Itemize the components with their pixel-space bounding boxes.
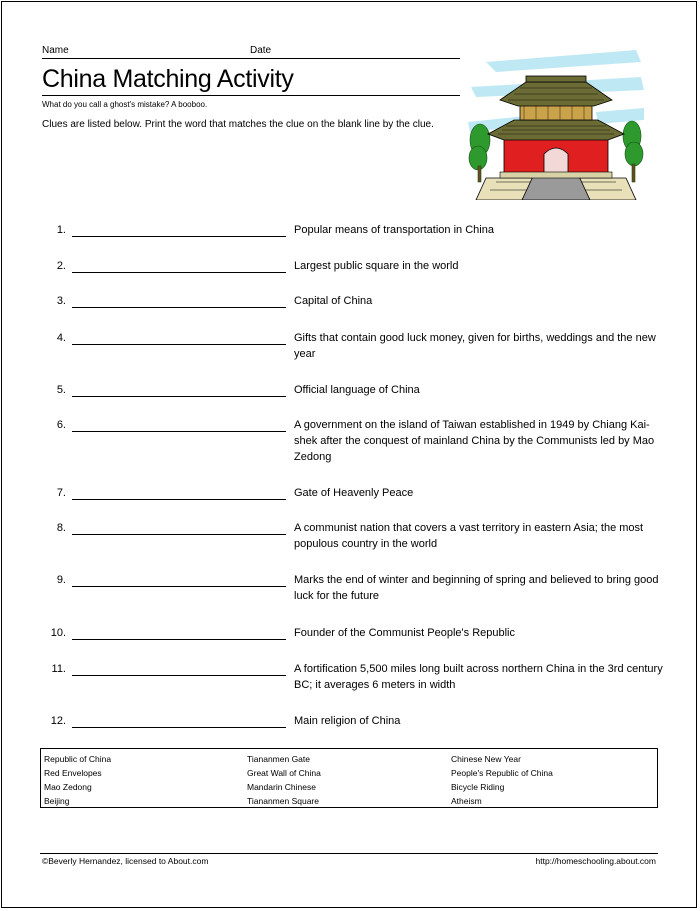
clue-number: 4. [56, 332, 66, 344]
footer-divider [40, 853, 658, 854]
answer-blank[interactable] [72, 272, 286, 273]
word-bank-item: Atheism [451, 796, 482, 806]
answer-blank[interactable] [72, 396, 286, 397]
word-bank-item: Tiananmen Gate [247, 754, 310, 764]
joke-text: What do you call a ghost's mistake? A booboo. [42, 100, 208, 109]
answer-blank[interactable] [72, 727, 286, 728]
answer-blank[interactable] [72, 431, 286, 432]
clue-text: Popular means of transportation in China [294, 224, 494, 236]
answer-blank[interactable] [72, 499, 286, 500]
answer-blank[interactable] [72, 534, 286, 535]
answer-blank[interactable] [72, 307, 286, 308]
pagoda-illustration [466, 42, 646, 200]
date-label: Date [250, 45, 272, 56]
clue-text: Founder of the Communist People's Republic [294, 627, 515, 639]
answer-blank[interactable] [72, 586, 286, 587]
clue-number: 2. [56, 260, 66, 272]
clue-number: 5. [56, 384, 66, 396]
word-bank-item: Chinese New Year [451, 754, 521, 764]
footer-url[interactable]: http://homeschooling.about.com [535, 856, 656, 866]
word-bank-item: Republic of China [44, 754, 112, 764]
clue-number: 10. [50, 627, 66, 639]
clue-number: 6. [56, 419, 66, 431]
clue-number: 8. [56, 522, 66, 534]
word-bank-item: Mandarin Chinese [247, 782, 316, 792]
clue-text: A government on the island of Taiwan established in 1949 by Chiang Kai-shek after the conquest of mainland China by the Communists led by Mao Zedong [294, 419, 655, 463]
clue-number: 9. [56, 574, 66, 586]
clue-number: 12. [50, 715, 66, 727]
word-bank-column [451, 752, 553, 808]
word-bank-column [247, 752, 321, 808]
word-bank-item: Mao Zedong [44, 782, 92, 792]
answer-blank[interactable] [72, 639, 286, 640]
clue-text: Capital of China [294, 295, 373, 307]
clue-text: A fortification 5,500 miles long built across northern China in the 3rd century BC; it averages 6 meters in width [294, 663, 663, 691]
right-tree [623, 121, 643, 182]
instructions: Clues are listed below. Print the word that matches the clue on the blank line by the clue. [42, 119, 434, 130]
temple-doorway [544, 148, 568, 174]
word-bank [40, 748, 658, 808]
page-title: China Matching Activity [42, 65, 460, 96]
worksheet-header [42, 42, 460, 131]
clue-number: 7. [56, 487, 66, 499]
clue-number: 11. [51, 663, 66, 675]
clue-text: Gifts that contain good luck money, given for births, weddings and the new year [294, 332, 656, 360]
name-label: Name [42, 45, 69, 56]
answer-blank[interactable] [72, 344, 286, 345]
clue-number: 3. [56, 295, 66, 307]
word-bank-item: Beijing [44, 796, 70, 806]
clue-text: Largest public square in the world [294, 260, 459, 272]
word-bank-item: Red Envelopes [44, 768, 102, 778]
clue-text: Official language of China [294, 384, 420, 396]
word-bank-column [44, 752, 111, 808]
word-bank-item: Tiananmen Square [247, 796, 319, 806]
copyright-text: ©Beverly Hernandez, licensed to About.com [42, 856, 209, 866]
word-bank-item: Great Wall of China [247, 768, 321, 778]
clue-text: Marks the end of winter and beginning of spring and believed to bring good luck for the future [294, 574, 659, 602]
clue-text: Gate of Heavenly Peace [294, 487, 414, 499]
answer-blank[interactable] [72, 236, 286, 237]
clue-text: A communist nation that covers a vast territory in eastern Asia; the most populous country in the world [294, 522, 644, 550]
word-bank-item: Bicycle Riding [451, 782, 505, 792]
left-tree [469, 124, 490, 182]
word-bank-item: People's Republic of China [451, 768, 553, 778]
clue-number: 1. [56, 224, 66, 236]
name-date-row [42, 42, 460, 59]
answer-blank[interactable] [72, 675, 286, 676]
clue-text: Main religion of China [294, 715, 401, 727]
